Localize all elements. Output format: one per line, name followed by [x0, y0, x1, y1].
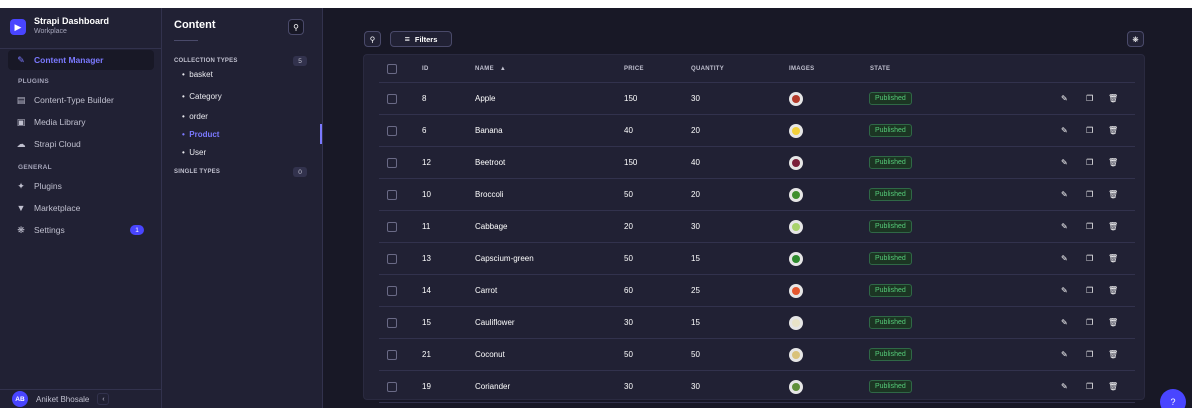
nav-item-label: Media Library: [34, 117, 86, 127]
row-price: 150: [624, 94, 638, 103]
settings-badge: 1: [130, 225, 144, 235]
row-name: Broccoli: [475, 190, 504, 199]
table-row[interactable]: [379, 179, 1135, 211]
duplicate-icon[interactable]: ❐: [1086, 126, 1094, 135]
row-id: 19: [422, 382, 431, 391]
subnav-item-label: basket: [189, 69, 213, 79]
user-name: Aniket Bhosale: [36, 394, 90, 404]
status-badge: Published: [869, 220, 912, 233]
table-row[interactable]: [379, 83, 1135, 115]
edit-icon[interactable]: ✎: [1061, 158, 1068, 167]
row-price: 30: [624, 382, 633, 391]
single-types-label: SINGLE TYPES: [174, 169, 221, 175]
duplicate-icon[interactable]: ❐: [1086, 158, 1094, 167]
row-price: 50: [624, 254, 633, 263]
row-state-cell: [869, 243, 912, 274]
row-select-cell: [387, 339, 397, 370]
row-id: 14: [422, 286, 431, 295]
app-window: [0, 8, 1192, 408]
row-state-cell: [869, 83, 912, 114]
row-id: 8: [422, 94, 427, 103]
delete-icon[interactable]: 🗑: [1108, 158, 1119, 167]
header-price[interactable]: PRICE: [624, 65, 644, 72]
product-image-swatch: [792, 223, 800, 231]
header-name-label: NAME: [475, 65, 494, 72]
active-indicator: [320, 124, 322, 144]
product-image-swatch: [792, 127, 800, 135]
row-state-cell: [869, 179, 912, 210]
nav-item-label: Marketplace: [34, 203, 81, 213]
content-subnav: [162, 8, 323, 408]
row-checkbox[interactable]: [387, 350, 397, 360]
table-row[interactable]: [379, 339, 1135, 371]
bullet-icon: •: [182, 91, 190, 101]
select-all-cell: [387, 55, 397, 82]
status-badge: Published: [869, 188, 912, 201]
subnav-item-label: User: [189, 147, 207, 157]
row-name: Cabbage: [475, 222, 508, 231]
nav-item-content-manager[interactable]: [8, 50, 154, 70]
subnav-item-order[interactable]: [182, 110, 208, 122]
row-image-cell: [789, 371, 803, 402]
user-footer[interactable]: [0, 389, 161, 408]
row-name: Coconut: [475, 350, 505, 359]
row-quantity: 50: [691, 350, 700, 359]
product-thumbnail: [789, 220, 803, 234]
collection-types-count: 5: [293, 56, 307, 66]
row-select-cell: [387, 115, 397, 146]
status-badge: Published: [869, 284, 912, 297]
search-icon: ⚲: [369, 34, 376, 44]
duplicate-icon[interactable]: ❐: [1086, 350, 1094, 359]
header-name[interactable]: [475, 55, 506, 82]
delete-icon[interactable]: 🗑: [1108, 382, 1119, 391]
product-thumbnail: [789, 316, 803, 330]
row-quantity: 30: [691, 382, 700, 391]
row-state-cell: [869, 339, 912, 370]
row-checkbox[interactable]: [387, 94, 397, 104]
filters-button[interactable]: [390, 31, 452, 47]
row-checkbox[interactable]: [387, 254, 397, 264]
product-thumbnail: [789, 380, 803, 394]
nav-section-plugins: PLUGINS: [18, 78, 49, 85]
row-price: 50: [624, 350, 633, 359]
row-select-cell: [387, 211, 397, 242]
row-id: 11: [422, 222, 431, 231]
row-quantity: 15: [691, 318, 700, 327]
list-settings-button[interactable]: [1127, 31, 1144, 47]
row-price: 40: [624, 126, 633, 135]
row-quantity: 30: [691, 222, 700, 231]
edit-icon[interactable]: ✎: [1061, 126, 1068, 135]
product-thumbnail: [789, 124, 803, 138]
status-badge: Published: [869, 92, 912, 105]
product-image-swatch: [792, 255, 800, 263]
duplicate-icon[interactable]: ❐: [1086, 254, 1094, 263]
subnav-item-label: Product: [189, 129, 220, 139]
product-thumbnail: [789, 348, 803, 362]
row-image-cell: [789, 115, 803, 146]
nav-item-settings[interactable]: [8, 220, 154, 240]
row-select-cell: [387, 371, 397, 402]
delete-icon[interactable]: 🗑: [1108, 94, 1119, 103]
row-select-cell: [387, 307, 397, 338]
delete-icon[interactable]: 🗑: [1108, 286, 1119, 295]
row-checkbox[interactable]: [387, 126, 397, 136]
row-id: 10: [422, 190, 431, 199]
nav-item-label: Strapi Cloud: [34, 139, 81, 149]
row-name: Carrot: [475, 286, 498, 295]
row-name: Coriander: [475, 382, 511, 391]
row-checkbox[interactable]: [387, 222, 397, 232]
row-state-cell: [869, 211, 912, 242]
product-thumbnail: [789, 284, 803, 298]
row-name: Apple: [475, 94, 496, 103]
row-quantity: 30: [691, 94, 700, 103]
row-image-cell: [789, 243, 803, 274]
row-price: 60: [624, 286, 633, 295]
product-image-swatch: [792, 287, 800, 295]
product-image-swatch: [792, 191, 800, 199]
puzzle-icon: ✦: [17, 180, 25, 191]
nav-section-general: GENERAL: [18, 164, 52, 171]
collection-types-label: COLLECTION TYPES: [174, 58, 238, 64]
brand: [10, 16, 109, 37]
row-price: 150: [624, 158, 638, 167]
row-image-cell: [789, 211, 803, 242]
product-thumbnail: [789, 92, 803, 106]
row-id: 13: [422, 254, 431, 263]
row-quantity: 40: [691, 158, 700, 167]
row-price: 30: [624, 318, 633, 327]
row-image-cell: [789, 147, 803, 178]
row-state-cell: [869, 371, 912, 402]
product-image-swatch: [792, 351, 800, 359]
header-state[interactable]: STATE: [870, 65, 891, 72]
row-state-cell: [869, 147, 912, 178]
row-quantity: 25: [691, 286, 700, 295]
gear-icon: ❋: [17, 224, 25, 235]
row-id: 6: [422, 126, 427, 135]
row-image-cell: [789, 83, 803, 114]
table-row[interactable]: [379, 371, 1135, 403]
edit-icon[interactable]: ✎: [1061, 318, 1068, 327]
row-id: 12: [422, 158, 431, 167]
bullet-icon: •: [182, 147, 190, 157]
row-price: 20: [624, 222, 633, 231]
bullet-icon: •: [182, 69, 190, 79]
subnav-item-category[interactable]: [182, 90, 222, 102]
edit-icon[interactable]: ✎: [1061, 254, 1068, 263]
delete-icon[interactable]: 🗑: [1108, 350, 1119, 359]
table-row[interactable]: [379, 275, 1135, 307]
row-image-cell: [789, 275, 803, 306]
search-icon: ⚲: [293, 22, 299, 32]
edit-icon[interactable]: ✎: [1061, 222, 1068, 231]
filter-icon: ≡: [404, 34, 410, 44]
edit-icon[interactable]: ✎: [1061, 286, 1068, 295]
row-name: Cauliflower: [475, 318, 515, 327]
nav-item-label: Settings: [34, 225, 65, 235]
row-name: Banana: [475, 126, 503, 135]
bullet-icon: •: [182, 111, 190, 121]
product-image-swatch: [792, 95, 800, 103]
single-types-count: 0: [293, 167, 307, 177]
nav-item-marketplace[interactable]: [8, 198, 154, 218]
cart-icon: ▼: [16, 203, 26, 213]
delete-icon[interactable]: 🗑: [1108, 254, 1119, 263]
row-id: 21: [422, 350, 431, 359]
table-row[interactable]: [379, 147, 1135, 179]
duplicate-icon[interactable]: ❐: [1086, 222, 1094, 231]
avatar[interactable]: AB: [12, 391, 28, 407]
row-image-cell: [789, 307, 803, 338]
subnav-item-product[interactable]: [182, 128, 219, 140]
row-checkbox[interactable]: [387, 318, 397, 328]
search-button[interactable]: [364, 31, 381, 47]
select-all-checkbox[interactable]: [387, 64, 397, 74]
subnav-title: Content: [174, 19, 216, 31]
row-checkbox[interactable]: [387, 158, 397, 168]
filters-label: Filters: [414, 34, 438, 44]
duplicate-icon[interactable]: ❐: [1086, 94, 1094, 103]
help-button[interactable]: ?: [1160, 389, 1186, 408]
duplicate-icon[interactable]: ❐: [1086, 286, 1094, 295]
subnav-divider: [174, 40, 198, 41]
image-icon: ▣: [16, 116, 26, 127]
row-checkbox[interactable]: [387, 190, 397, 200]
subnav-item-basket[interactable]: [182, 68, 213, 80]
product-image-swatch: [792, 383, 800, 391]
row-state-cell: [869, 275, 912, 306]
row-image-cell: [789, 339, 803, 370]
bullet-icon: •: [182, 129, 190, 139]
edit-icon[interactable]: ✎: [1061, 382, 1068, 391]
product-image-swatch: [792, 159, 800, 167]
subnav-item-label: order: [189, 111, 208, 121]
status-badge: Published: [869, 380, 912, 393]
nav-item-label: Content Manager: [34, 55, 104, 65]
duplicate-icon[interactable]: ❐: [1086, 382, 1094, 391]
status-badge: Published: [869, 316, 912, 329]
layout-icon: ▤: [16, 94, 26, 105]
chevron-left-icon: ‹: [102, 395, 105, 403]
delete-icon[interactable]: 🗑: [1108, 126, 1119, 135]
nav-item-label: Plugins: [34, 181, 62, 191]
collapse-nav-button[interactable]: [97, 393, 109, 405]
row-state-cell: [869, 115, 912, 146]
strapi-logo-icon: ▶: [10, 19, 26, 35]
product-thumbnail: [789, 156, 803, 170]
sort-asc-icon: ▲: [499, 65, 507, 72]
delete-icon[interactable]: 🗑: [1108, 190, 1119, 199]
row-quantity: 20: [691, 126, 700, 135]
nav-item-media-library[interactable]: [8, 112, 154, 132]
duplicate-icon[interactable]: ❐: [1086, 190, 1094, 199]
product-thumbnail: [789, 188, 803, 202]
nav-item-content-type-builder[interactable]: [8, 90, 154, 110]
header-quantity[interactable]: QUANTITY: [691, 65, 725, 72]
subnav-search-button[interactable]: [288, 19, 304, 35]
header-images: IMAGES: [789, 65, 815, 72]
product-thumbnail: [789, 252, 803, 266]
status-badge: Published: [869, 252, 912, 265]
row-price: 50: [624, 190, 633, 199]
subnav-item-label: Category: [189, 91, 222, 101]
nav-item-strapi-cloud[interactable]: [8, 134, 154, 154]
subnav-item-user[interactable]: [182, 146, 206, 158]
pencil-square-icon: ✎: [17, 54, 25, 65]
edit-icon[interactable]: ✎: [1061, 190, 1068, 199]
gear-icon: ❋: [1132, 34, 1139, 44]
row-select-cell: [387, 179, 397, 210]
table-row[interactable]: [379, 243, 1135, 275]
delete-icon[interactable]: 🗑: [1108, 222, 1119, 231]
product-image-swatch: [792, 319, 800, 327]
row-quantity: 15: [691, 254, 700, 263]
edit-icon[interactable]: ✎: [1061, 94, 1068, 103]
list-view: [323, 8, 1192, 408]
nav-item-label: Content-Type Builder: [34, 95, 114, 105]
row-id: 15: [422, 318, 431, 327]
row-name: Capscium-green: [475, 254, 534, 263]
nav-item-plugins[interactable]: [8, 176, 154, 196]
row-checkbox[interactable]: [387, 382, 397, 392]
duplicate-icon[interactable]: ❐: [1086, 318, 1094, 327]
delete-icon[interactable]: 🗑: [1108, 318, 1119, 327]
nav-divider: [0, 48, 161, 49]
row-name: Beetroot: [475, 158, 506, 167]
header-id[interactable]: ID: [422, 65, 429, 72]
brand-subtitle: Workplace: [34, 28, 67, 35]
row-state-cell: [869, 307, 912, 338]
row-checkbox[interactable]: [387, 286, 397, 296]
brand-title: Strapi Dashboard: [34, 16, 110, 26]
row-select-cell: [387, 147, 397, 178]
row-quantity: 20: [691, 190, 700, 199]
row-select-cell: [387, 275, 397, 306]
table-header-row: [379, 55, 1135, 83]
products-table: [363, 54, 1145, 400]
table-row[interactable]: [379, 211, 1135, 243]
main-nav: [0, 8, 162, 408]
row-select-cell: [387, 243, 397, 274]
table-row[interactable]: [379, 307, 1135, 339]
status-badge: Published: [869, 124, 912, 137]
row-image-cell: [789, 179, 803, 210]
table-row[interactable]: [379, 115, 1135, 147]
cloud-icon: ☁: [16, 138, 26, 149]
edit-icon[interactable]: ✎: [1061, 350, 1068, 359]
status-badge: Published: [869, 156, 912, 169]
status-badge: Published: [869, 348, 912, 361]
row-select-cell: [387, 83, 397, 114]
